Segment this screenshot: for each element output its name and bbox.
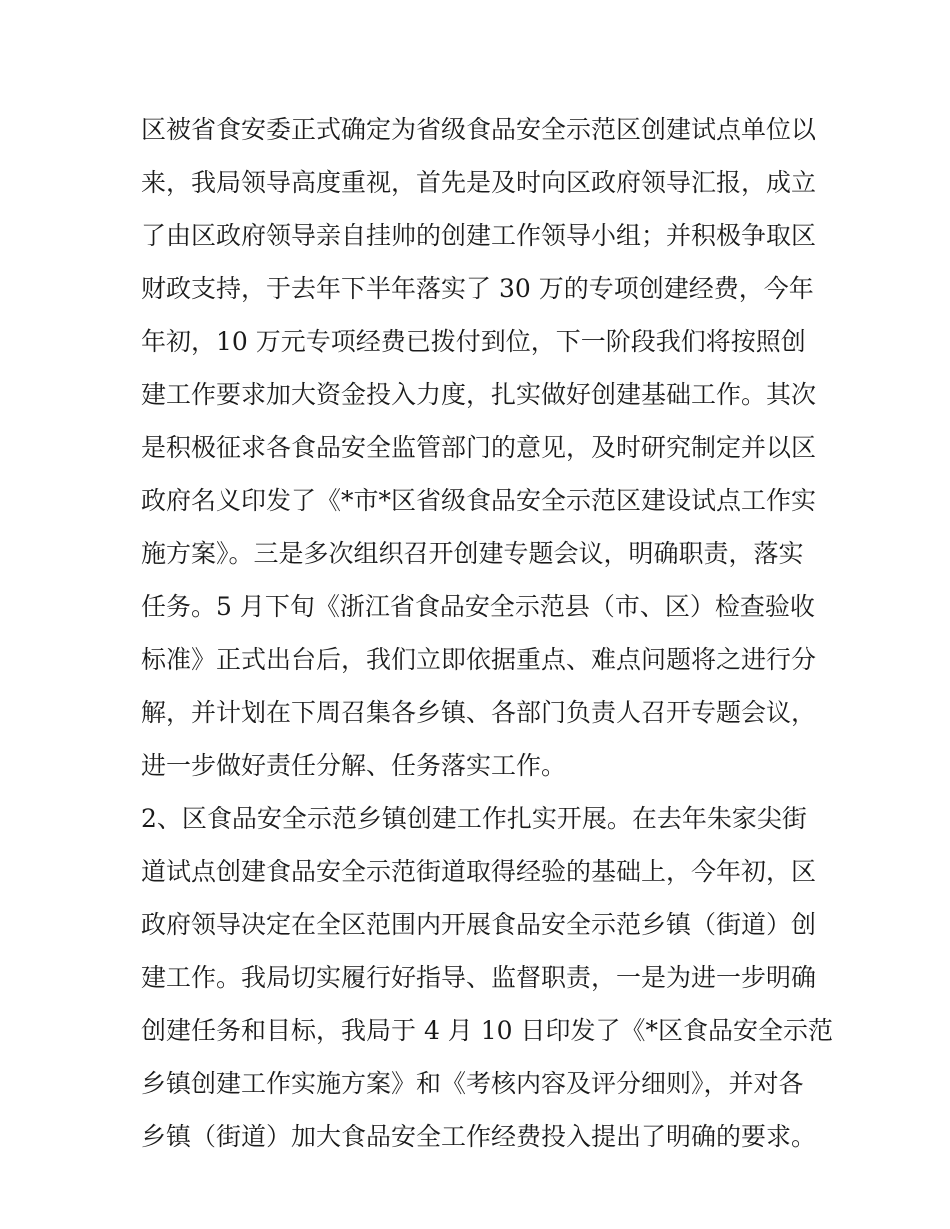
text-line: 是积极征求各食品安全监管部门的意见，及时研究制定并以区 — [141, 433, 817, 462]
text-line: 进一步做好责任分解、任务落实工作。 — [141, 751, 567, 780]
document-body — [141, 103, 834, 1163]
text-line: 年初，10 万元专项经费已拨付到位，下一阶段我们将按照创 — [141, 327, 806, 356]
text-line: 政府名义印发了《*市*区省级食品安全示范区建设试点工作实 — [141, 486, 817, 515]
text-line: 了由区政府领导亲自挂帅的创建工作领导小组；并积极争取区 — [141, 221, 817, 250]
text-line: 施方案》。三是多次组织召开创建专题会议，明确职责，落实 — [141, 539, 804, 568]
text-line: 2、区食品安全示范乡镇创建工作扎实开展。在去年朱家尖街 — [141, 804, 807, 833]
text-line: 建工作要求加大资金投入力度，扎实做好创建基础工作。其次 — [141, 380, 817, 409]
text-line: 标准》正式出台后，我们立即依据重点、难点问题将之进行分 — [141, 645, 817, 674]
text-line: 来，我局领导高度重视，首先是及时向区政府领导汇报，成立 — [141, 168, 817, 197]
text-line: 区被省食安委正式确定为省级食品安全示范区创建试点单位以 — [141, 115, 817, 144]
text-line: 建工作。我局切实履行好指导、监督职责，一是为进一步明确 — [141, 963, 817, 992]
text-line: 任务。5 月下旬《浙江省食品安全示范县（市、区）检查验收 — [141, 592, 815, 621]
text-line: 解，并计划在下周召集各乡镇、各部门负责人召开专题会议， — [141, 698, 817, 727]
text-line: 创建任务和目标，我局于 4 月 10 日印发了《*区食品安全示范 — [141, 1016, 834, 1045]
text-line: 政府领导决定在全区范围内开展食品安全示范乡镇（街道）创 — [141, 910, 817, 939]
text-line: 道试点创建食品安全示范街道取得经验的基础上，今年初，区 — [141, 857, 817, 886]
text-line: 乡镇（街道）加大食品安全工作经费投入提出了明确的要求。 — [141, 1122, 817, 1151]
text-line: 财政支持，于去年下半年落实了 30 万的专项创建经费，今年 — [141, 274, 814, 303]
text-line: 乡镇创建工作实施方案》和《考核内容及评分细则》，并对各 — [141, 1069, 804, 1098]
